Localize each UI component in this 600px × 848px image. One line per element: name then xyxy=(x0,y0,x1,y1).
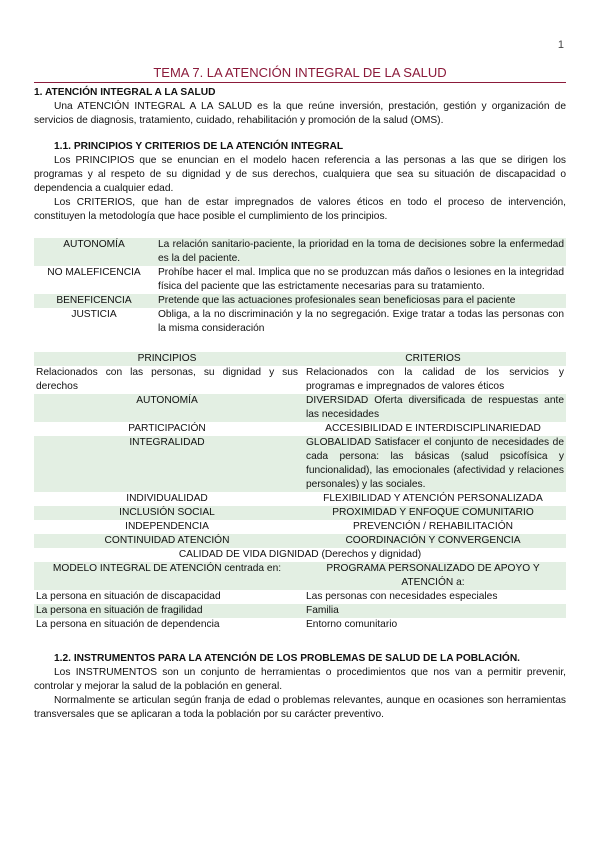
table-cell: ACCESIBILIDAD E INTERDISCIPLINARIEDAD xyxy=(325,423,541,434)
table-cell: INDEPENDENCIA xyxy=(125,521,209,532)
table-cell: Familia xyxy=(300,604,566,618)
section-1-paragraph: Una ATENCIÓN INTEGRAL A LA SALUD es la que reúne inversión, prestación, gestión y organización de servicios de diagnosis, tratamiento, cuidado, rehabilitación y promoción de la salud (OMS). xyxy=(34,101,566,126)
page-number: 1 xyxy=(557,39,564,51)
principle-term: NO MALEFICENCIA xyxy=(47,267,141,278)
table-cell: GLOBALIDAD Satisfacer el conjunto de necesidades de cada persona: las básicas (salud psicofísica y funcionalidad), las emocionales (afectividad y relaciones personales) y las sociales. xyxy=(300,436,566,492)
table-cell: FLEXIBILIDAD Y ATENCIÓN PERSONALIZADA xyxy=(323,493,543,504)
principles-paragraph: Los PRINCIPIOS que se enuncian en el modelo hacen referencia a las personas a las que se dirigen los programas y al respeto de su dignidad y de sus derechos, cualquiera que sea su situación de discapacidad o dependencia a cualquier edad. xyxy=(34,155,566,194)
table-cell: PARTICIPACIÓN xyxy=(128,423,206,434)
table-footer-cell: CALIDAD DE VIDA DIGNIDAD (Derechos y dignidad) xyxy=(178,549,422,560)
principle-term: JUSTICIA xyxy=(71,309,117,320)
principle-term: BENEFICENCIA xyxy=(34,294,154,308)
principles-table xyxy=(34,238,566,336)
table-row xyxy=(34,520,566,534)
table-cell: Las personas con necesidades especiales xyxy=(306,591,498,602)
table-cell: La persona en situación de dependencia xyxy=(36,619,220,630)
table-row xyxy=(34,604,566,618)
table-cell: La persona en situación de discapacidad xyxy=(36,591,221,602)
column-header-programa: PROGRAMA PERSONALIZADO DE APOYO Y ATENCIÓN a: xyxy=(300,562,566,590)
table-row xyxy=(34,266,566,294)
column-header-modelo: MODELO INTEGRAL DE ATENCIÓN centrada en: xyxy=(34,562,300,590)
table-row xyxy=(34,618,566,632)
table-row xyxy=(34,394,566,422)
table-cell: Relacionados con la calidad de los servicios y programas e impregnados de valores éticos xyxy=(306,367,564,392)
section-1-1-heading: 1.1. PRINCIPIOS Y CRITERIOS DE LA ATENCIÓN INTEGRAL xyxy=(54,141,344,152)
table-row xyxy=(34,436,566,492)
section-1-2-heading: 1.2. INSTRUMENTOS PARA LA ATENCIÓN DE LOS PROBLEMAS DE SALUD DE LA POBLACIÓN. xyxy=(54,653,521,664)
table-row xyxy=(34,534,566,548)
articulation-paragraph: Normalmente se articulan según franja de edad o problemas relevantes, aunque en ocasiones son herramientas transversales que se aplicaran a toda la población por su carácter preventivo. xyxy=(34,695,566,720)
page-title: TEMA 7. LA ATENCIÓN INTEGRAL DE LA SALUD xyxy=(34,66,566,83)
column-header-criterios: CRITERIOS xyxy=(300,352,566,366)
table-cell: INCLUSIÓN SOCIAL xyxy=(34,506,300,520)
column-header-principios: PRINCIPIOS xyxy=(34,352,300,366)
criteria-paragraph: Los CRITERIOS, que han de estar impregnados de valores éticos en todo el proceso de intervención, constituyen la metodología que hace posible el cumplimiento de los principios. xyxy=(34,197,566,222)
table-row xyxy=(34,308,566,336)
table-cell: Entorno comunitario xyxy=(306,619,398,630)
table-cell: AUTONOMÍA xyxy=(34,394,300,422)
table-cell: DIVERSIDAD Oferta diversificada de respuestas ante las necesidades xyxy=(300,394,566,422)
table-cell: La persona en situación de fragilidad xyxy=(34,604,300,618)
instruments-paragraph: Los INSTRUMENTOS son un conjunto de herramientas o procedimientos que nos van a permitir prevenir, controlar y mejorar la salud de la población en general. xyxy=(34,667,566,692)
principle-description: Prohíbe hacer el mal. Implica que no se produzcan más daños o lesiones en la integridad física del paciente que las estrictamente necesarias para su tratamiento. xyxy=(158,267,564,292)
table-row xyxy=(34,422,566,436)
principle-description: La relación sanitario-paciente, la prioridad en la toma de decisiones sobre la enfermedad es la del paciente. xyxy=(154,238,566,266)
table-cell: PROXIMIDAD Y ENFOQUE COMUNITARIO xyxy=(300,506,566,520)
table-header-row xyxy=(34,562,566,590)
table-cell: INDIVIDUALIDAD xyxy=(126,493,208,504)
table-cell: INTEGRALIDAD xyxy=(34,436,300,492)
table-row xyxy=(34,548,566,562)
table-cell: PREVENCIÓN / REHABILITACIÓN xyxy=(352,521,513,532)
table-row xyxy=(34,294,566,308)
table-header-row xyxy=(34,352,566,366)
table-row xyxy=(34,492,566,506)
table-cell: Relacionados con las personas, su dignidad y sus derechos xyxy=(36,367,298,392)
table-row xyxy=(34,366,566,394)
table-row xyxy=(34,590,566,604)
principle-description: Pretende que las actuaciones profesionales sean beneficiosas para el paciente xyxy=(154,294,566,308)
table-cell: CONTINUIDAD ATENCIÓN xyxy=(34,534,300,548)
document-body xyxy=(34,86,566,722)
table-cell: COORDINACIÓN Y CONVERGENCIA xyxy=(300,534,566,548)
principle-term: AUTONOMÍA xyxy=(34,238,154,266)
section-1-heading: 1. ATENCIÓN INTEGRAL A LA SALUD xyxy=(34,87,216,98)
table-row xyxy=(34,506,566,520)
principle-description: Obliga, a la no discriminación y la no segregación. Exige tratar a todas las personas con la misma consideración xyxy=(158,309,564,334)
principles-criteria-table xyxy=(34,352,566,632)
table-row xyxy=(34,238,566,266)
